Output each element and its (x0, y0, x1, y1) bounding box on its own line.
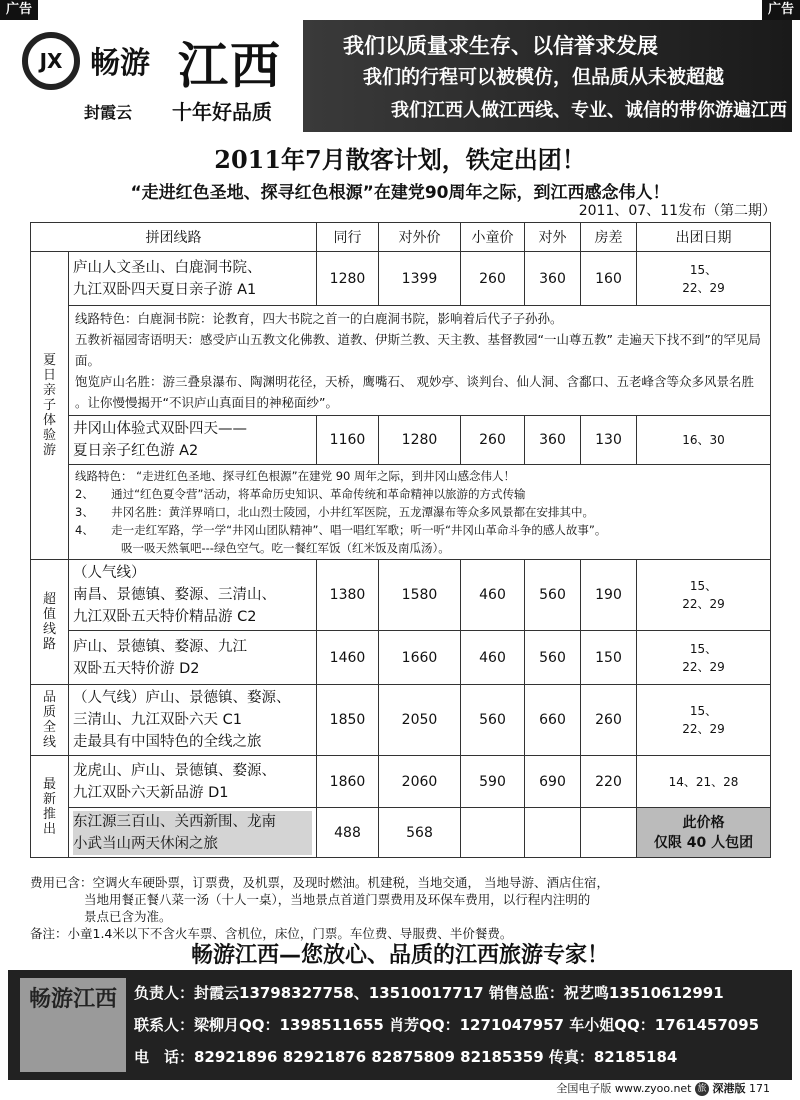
price-peer: 1380 (317, 560, 379, 631)
feature-row (31, 465, 771, 560)
fees-section (30, 874, 775, 942)
room-diff: 160 (581, 252, 637, 306)
fees-included: 费用已含：空调火车硬卧票，订票费，及机票，及现时燃油。机建税，当地交通， 当地导游、酒店住宿， (30, 875, 609, 890)
feature-line: 线路特色：白鹿洞书院：论教育，四大书院之首一的白鹿洞书院，影响着后代子子孙孙。 (75, 311, 563, 326)
col-header: 同行 (317, 223, 379, 252)
slogans-panel (303, 20, 792, 132)
empty-cell (525, 808, 581, 858)
departure-dates: 15、 22、29 (637, 560, 771, 631)
price-public: 1660 (379, 631, 461, 685)
table-row (31, 252, 771, 306)
fees-included-cont: 当地用餐正餐八菜一汤（十人一桌），当地景点首道门票费用及环保车费用，以行程内注明的 (84, 892, 591, 907)
price-peer: 1860 (317, 756, 379, 808)
room-diff: 150 (581, 631, 637, 685)
route-name: （人气线） 南昌、景德镇、婺源、三清山、 九江双卧五天特价精品游 C2 (69, 560, 317, 631)
price-child: 460 (461, 631, 525, 685)
ad-tag-left: 广告 (0, 0, 38, 20)
price-public: 1580 (379, 560, 461, 631)
ad-tag-right: 广告 (762, 0, 800, 20)
table-row (31, 685, 771, 756)
price-child-public: 690 (525, 756, 581, 808)
feature-line: 2、 通过“红色夏令营”活动，将革命历史知识、革命传统和革命精神以旅游的方式传输 (75, 487, 526, 501)
logo-jiangxi: 江西 (178, 36, 282, 95)
slogan-line: 我们江西人做江西线、专业、诚信的带你游遍江西 (391, 100, 787, 121)
price-peer: 488 (317, 808, 379, 858)
slogan-line: 我们以质量求生存、以信誉求发展 (343, 34, 658, 58)
page-title: 2011年7月散客计划，铁定出团！ (214, 145, 586, 174)
price-public: 568 (379, 808, 461, 858)
route-name: 庐山人文圣山、白鹿洞书院、 九江双卧四天夏日亲子游 A1 (69, 252, 317, 306)
issue-date: 2011、07、11发布（第二期） (578, 203, 776, 219)
group-price-note: 此价格 仅限 40 人包团 (637, 808, 771, 858)
price-child-public: 560 (525, 560, 581, 631)
col-header: 对外 (525, 223, 581, 252)
table-row (31, 560, 771, 631)
price-public: 1280 (379, 416, 461, 465)
departure-dates: 15、 22、29 (637, 631, 771, 685)
price-child-public: 660 (525, 685, 581, 756)
price-peer: 1460 (317, 631, 379, 685)
feature-line: 4、 走一走红军路，学一学“井冈山团队精神”、唱一唱红军歌；听一听“井冈山革命斗争的感人故事”。 (75, 523, 607, 537)
price-child: 590 (461, 756, 525, 808)
price-child: 260 (461, 252, 525, 306)
category-label: 品质全线 (31, 685, 69, 756)
category-label: 最新推出 (31, 756, 69, 858)
feature-line: 3、 井冈名胜：黄洋界哨口，北山烈士陵园，小井红军医院，五龙潭瀑布等众多风景都在安排其中。 (75, 505, 595, 519)
col-header: 小童价 (461, 223, 525, 252)
page-subtitle: “走进红色圣地、探寻红色根源”在建党90周年之际，到江西感念伟人！ (130, 183, 670, 203)
footer-edition: 深港版 (712, 1082, 746, 1095)
col-header: 拼团线路 (31, 223, 317, 252)
header-banner (8, 20, 792, 132)
route-name: 龙虎山、庐山、景德镇、婺源、 九江双卧六天新品游 D1 (69, 756, 317, 808)
route-features (69, 306, 771, 416)
logo-emblem: JX (22, 32, 80, 90)
route-price-table (30, 222, 771, 858)
departure-dates: 16、30 (637, 416, 771, 465)
col-header: 出团日期 (637, 223, 771, 252)
logo-slogan: 十年好品质 (172, 100, 272, 124)
route-name: 井冈山体验式双卧四天—— 夏日亲子红色游 A2 (69, 416, 317, 465)
empty-cell (461, 808, 525, 858)
feature-line: 五教祈福园寄语明天：感受庐山五教文化佛教、道教、伊斯兰教、天主教、基督教园“一山尊五教” 走遍天下找不到”的罕见局面。 (75, 332, 761, 368)
price-child: 560 (461, 685, 525, 756)
room-diff: 220 (581, 756, 637, 808)
room-diff: 190 (581, 560, 637, 631)
page-footer (556, 1080, 770, 1096)
category-label: 超值线路 (31, 560, 69, 685)
contact-managers: 负责人：封霞云13798327758、13510017717 销售总监：祝艺鸣13510612991 (134, 984, 724, 1002)
table-row (31, 631, 771, 685)
logo-owner: 封霞云 (84, 103, 133, 122)
brand-logo (8, 20, 303, 132)
route-name: （人气线）庐山、景德镇、婺源、 三清山、九江双卧六天 C1 走最具有中国特色的全线之旅 (69, 685, 317, 756)
footer-badge-icon: 旅 (695, 1082, 709, 1096)
slogan-line: 我们的行程可以被模仿，但品质从未被超越 (363, 66, 725, 88)
price-public: 2060 (379, 756, 461, 808)
route-features (69, 465, 771, 560)
price-public: 2050 (379, 685, 461, 756)
departure-dates: 14、21、28 (637, 756, 771, 808)
contact-panel (8, 970, 792, 1080)
price-child-public: 360 (525, 416, 581, 465)
departure-dates: 15、 22、29 (637, 685, 771, 756)
feature-line: 吸一吸天然氧吧---绿色空气。吃一餐红军饭（红米饭及南瓜汤）。 (75, 541, 450, 555)
col-header: 房差 (581, 223, 637, 252)
footer-site: 全国电子版 www.zyoo.net (556, 1082, 692, 1095)
price-peer: 1280 (317, 252, 379, 306)
room-diff: 130 (581, 416, 637, 465)
price-public: 1399 (379, 252, 461, 306)
price-child-public: 360 (525, 252, 581, 306)
table-header-row (31, 223, 771, 252)
feature-row (31, 306, 771, 416)
route-name: 庐山、景德镇、婺源、九江 双卧五天特价游 D2 (69, 631, 317, 685)
fees-note: 备注：小童1.4米以下不含火车票、含机位，床位，门票。车位费、导服费、半价餐费。 (30, 926, 513, 941)
contact-phone: 电 话：82921896 82921876 82875809 82185359 传真：82185184 (134, 1048, 678, 1066)
fees-included-cont: 景点已含为准。 (84, 909, 172, 924)
col-header: 对外价 (379, 223, 461, 252)
logo-text: 畅游 (90, 46, 150, 81)
feature-line: 线路特色： “走进红色圣地、探寻红色根源”在建党 90 周年之际，到井冈山感念伟人！ (75, 469, 516, 483)
tagline: 畅游江西—您放心、品质的江西旅游专家！ (190, 943, 609, 968)
table-row (31, 756, 771, 808)
table-row (31, 416, 771, 465)
route-name: 东江源三百山、关西新围、龙南 小武当山两天休闲之旅 (69, 808, 317, 858)
price-child: 460 (461, 560, 525, 631)
price-peer: 1160 (317, 416, 379, 465)
contact-qq: 联系人：梁柳月QQ：1398511655 肖芳QQ：1271047957 车小姐QQ：1761457095 (134, 1016, 760, 1034)
feature-line: 饱览庐山名胜：游三叠泉瀑布、陶渊明花径，天桥，鹰嘴石、 观妙亭、谈判台、仙人洞、含鄱口、五老峰含等众多风景名胜 。让你慢慢揭开“不识庐山真面目的神秘面纱”。 (75, 374, 754, 410)
price-child-public: 560 (525, 631, 581, 685)
category-label: 夏日亲子体验游 (31, 252, 69, 560)
empty-cell (581, 808, 637, 858)
calligraphy-logo: 畅游江西 (20, 978, 126, 1072)
price-peer: 1850 (317, 685, 379, 756)
table-row (31, 808, 771, 858)
room-diff: 260 (581, 685, 637, 756)
page-number: 171 (749, 1082, 770, 1095)
departure-dates: 15、 22、29 (637, 252, 771, 306)
price-child: 260 (461, 416, 525, 465)
